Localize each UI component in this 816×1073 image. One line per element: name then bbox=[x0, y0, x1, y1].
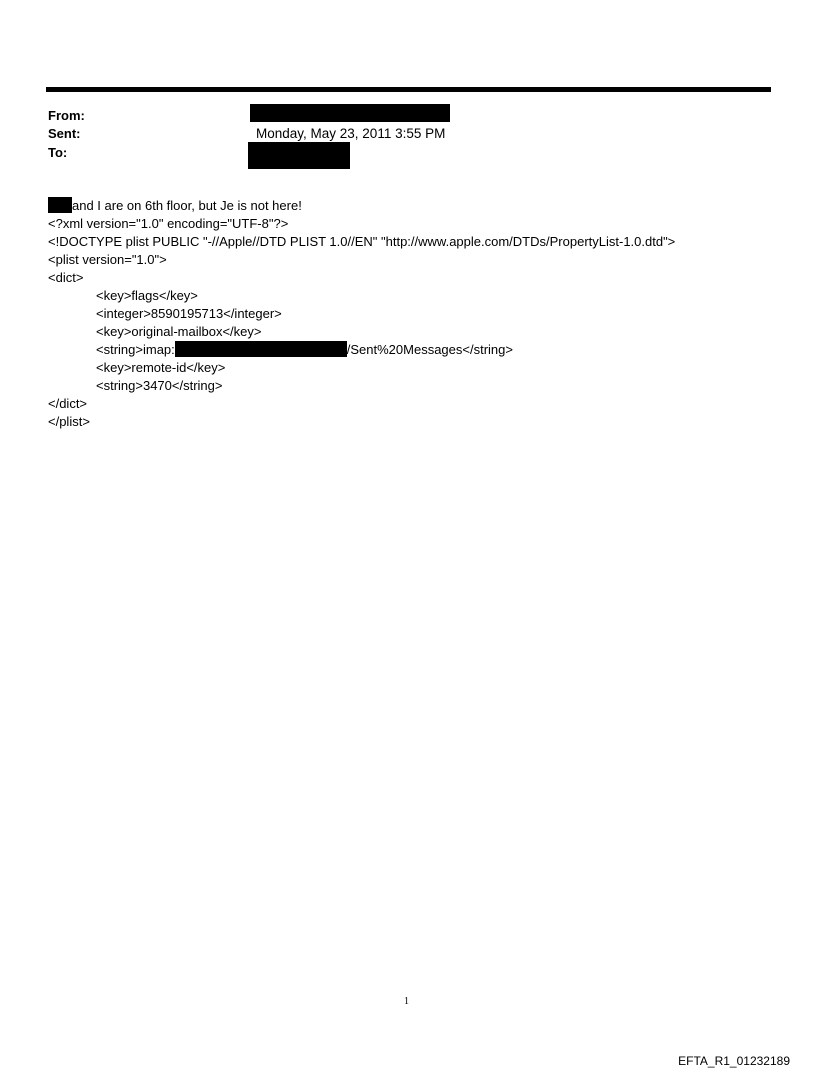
string-remote-id: <string>3470</string> bbox=[96, 378, 223, 393]
from-redaction bbox=[250, 104, 450, 122]
message-text: and I are on 6th floor, but Je is not here! bbox=[72, 198, 302, 213]
header-rule bbox=[46, 87, 771, 92]
dict-close-tag: </dict> bbox=[48, 396, 88, 411]
bates-number: EFTA_R1_01232189 bbox=[678, 1054, 790, 1068]
page-number: 1 bbox=[404, 996, 409, 1007]
key-original-mailbox: <key>original-mailbox</key> bbox=[96, 324, 262, 339]
mailbox-redaction bbox=[175, 341, 347, 357]
xml-declaration: <?xml version="1.0" encoding="UTF-8"?> bbox=[48, 216, 289, 231]
message-first-line bbox=[48, 197, 302, 215]
plist-close-tag: </plist> bbox=[48, 414, 90, 429]
sent-label: Sent: bbox=[48, 126, 81, 141]
string-imap-line bbox=[96, 341, 513, 359]
integer-flags: <integer>8590195713</integer> bbox=[96, 306, 282, 321]
key-flags: <key>flags</key> bbox=[96, 288, 198, 303]
sent-value: Monday, May 23, 2011 3:55 PM bbox=[256, 126, 446, 141]
imap-prefix: <string>imap: bbox=[96, 342, 175, 357]
plist-open-tag: <plist version="1.0"> bbox=[48, 252, 167, 267]
imap-suffix: /Sent%20Messages</string> bbox=[346, 342, 513, 357]
dict-open-tag: <dict> bbox=[48, 270, 84, 285]
doctype-line: <!DOCTYPE plist PUBLIC "-//Apple//DTD PLIST 1.0//EN" "http://www.apple.com/DTDs/PropertyList-1.0.dtd"> bbox=[48, 234, 676, 249]
key-remote-id: <key>remote-id</key> bbox=[96, 360, 226, 375]
to-redaction bbox=[248, 142, 350, 169]
from-label: From: bbox=[48, 108, 85, 123]
to-label: To: bbox=[48, 145, 68, 160]
name-redaction bbox=[48, 197, 72, 213]
